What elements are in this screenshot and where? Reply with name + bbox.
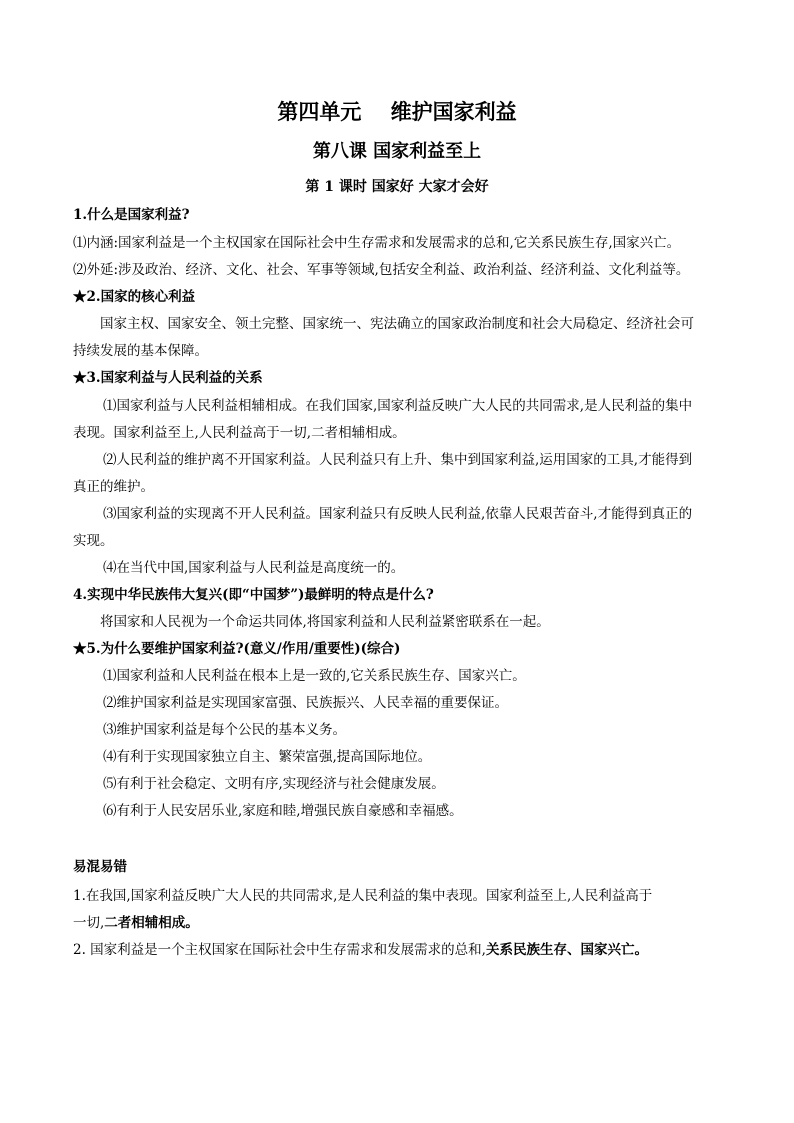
- mix-item-emphasis: 二者相辅相成。: [104, 915, 199, 931]
- section-3-line: ⑴国家利益与人民利益相辅相成。在我们国家,国家利益反映广大人民的共同需求,是人民利益的集中: [103, 398, 693, 414]
- mix-item-line: 1.在我国,国家利益反映广大人民的共同需求,是人民利益的集中表现。国家利益至上,人民利益高于: [73, 888, 653, 904]
- mix-item-line: [73, 941, 648, 959]
- section-5-item: ⑸有利于社会稳定、文明有序,实现经济与社会健康发展。: [103, 776, 445, 792]
- section-5-item: ⑹有利于人民安居乐业,家庭和睦,增强民族自豪感和幸福感。: [103, 803, 463, 819]
- section-3-line: 表现。国家利益至上,人民利益高于一切,二者相辅相成。: [73, 425, 406, 441]
- mix-item-text: 2. 国家利益是一个主权国家在国际社会中生存需求和发展需求的总和,: [73, 942, 486, 958]
- section-3-line: ⑶国家利益的实现离不开人民利益。国家利益只有反映人民利益,依靠人民艰苦奋斗,才能得到真正的: [103, 506, 693, 522]
- mix-item-emphasis: 关系民族生存、国家兴亡。: [485, 942, 648, 958]
- unit-title: 第四单元 维护国家利益: [277, 100, 517, 124]
- section-2-line: 国家主权、国家安全、领土完整、国家统一、宪法确立的国家政治制度和社会大局稳定、经济社会可: [100, 316, 694, 332]
- section-5-item: ⑴国家利益和人民利益在根本上是一致的,它关系民族生存、国家兴亡。: [103, 668, 526, 684]
- section-3-line: ⑷在当代中国,国家利益与人民利益是高度统一的。: [103, 560, 405, 576]
- mix-heading: 易混易错: [73, 859, 127, 875]
- section-1-line: ⑵外延:涉及政治、经济、文化、社会、军事等领域,包括安全利益、政治利益、经济利益、文化利益等。: [73, 262, 690, 278]
- section-5-item: ⑵维护国家利益是实现国家富强、民族振兴、人民幸福的重要保证。: [103, 695, 508, 711]
- mix-item-text: 一切,: [73, 915, 105, 931]
- mix-item-line: [73, 914, 199, 932]
- section-1-heading: 1.什么是国家利益?: [73, 207, 190, 223]
- section-2-heading: ★2.国家的核心利益: [73, 289, 196, 305]
- section-4-heading: 4.实现中华民族伟大复兴(即“中国梦”)最鲜明的特点是什么?: [73, 587, 434, 603]
- lesson-title: 第八课 国家利益至上: [312, 141, 482, 162]
- section-5-heading: ★5.为什么要维护国家利益?(意义/作用/重要性)(综合): [73, 641, 401, 657]
- section-3-heading: ★3.国家利益与人民利益的关系: [73, 370, 263, 386]
- section-3-line: 实现。: [73, 533, 114, 549]
- section-3-line: ⑵人民利益的维护离不开国家利益。人民利益只有上升、集中到国家利益,运用国家的工具,才能得到: [103, 452, 693, 468]
- section-4-line: 将国家和人民视为一个命运共同体,将国家利益和人民利益紧密联系在一起。: [100, 614, 550, 630]
- section-5-item: ⑷有利于实现国家独立自主、繁荣富强,提高国际地位。: [103, 749, 432, 765]
- section-2-line: 持续发展的基本保障。: [73, 343, 208, 359]
- section-3-line: 真正的维护。: [73, 479, 154, 495]
- section-5-item: ⑶维护国家利益是每个公民的基本义务。: [103, 722, 346, 738]
- period-title: 第 1 课时 国家好 大家才会好: [305, 179, 489, 195]
- section-1-line: ⑴内涵:国家利益是一个主权国家在国际社会中生存需求和发展需求的总和,它关系民族生存,国家兴亡。: [73, 235, 681, 251]
